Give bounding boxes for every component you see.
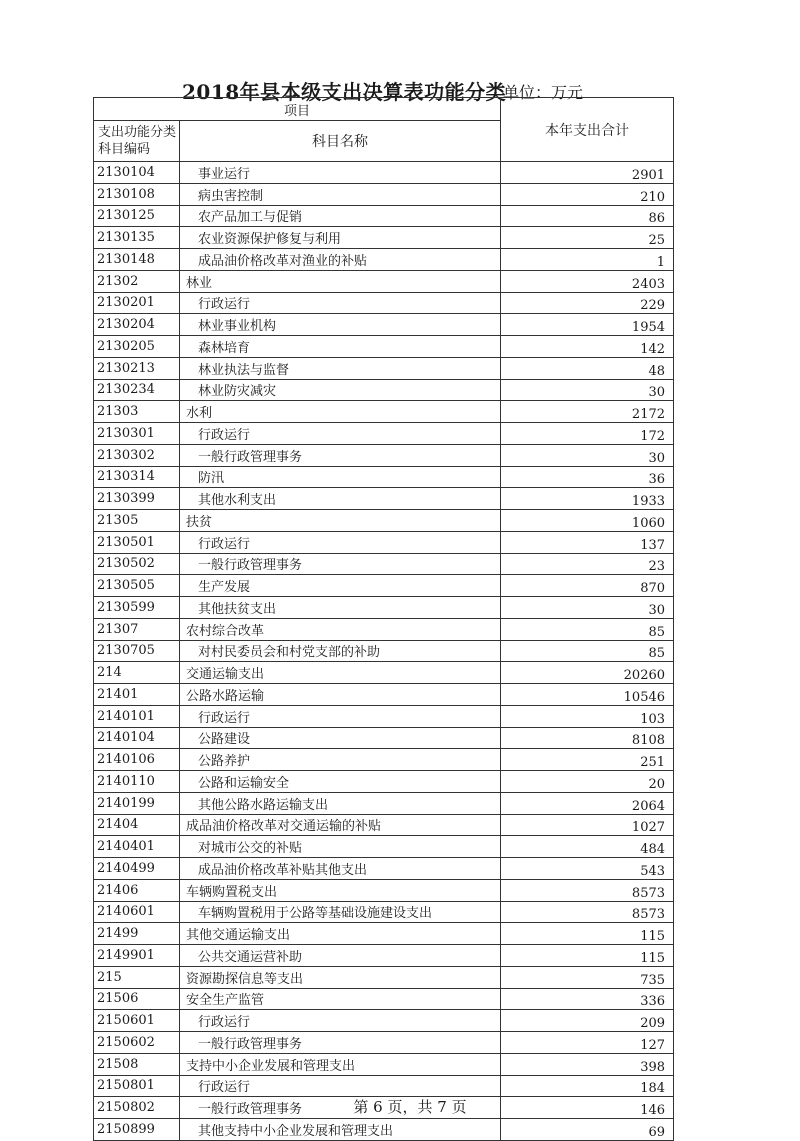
table-row [94, 423, 674, 445]
row-name: 水利 [180, 401, 501, 423]
table-row [94, 792, 674, 814]
table-row [94, 923, 674, 945]
row-name: 公路建设 [180, 727, 501, 749]
row-name: 一般行政管理事务 [180, 444, 501, 466]
table-row [94, 314, 674, 336]
row-code: 2149901 [94, 945, 180, 967]
table-row [94, 1119, 674, 1141]
row-code: 2130108 [94, 183, 180, 205]
row-name: 安全生产监管 [180, 988, 501, 1010]
row-name: 公路养护 [180, 749, 501, 771]
table-row [94, 858, 674, 880]
row-value: 36 [501, 466, 674, 488]
row-code: 21404 [94, 814, 180, 836]
table-row [94, 205, 674, 227]
table-row [94, 1053, 674, 1075]
table-row [94, 292, 674, 314]
row-value: 23 [501, 553, 674, 575]
row-code: 2140401 [94, 836, 180, 858]
row-name: 森林培育 [180, 336, 501, 358]
row-code: 2130399 [94, 488, 180, 510]
row-code: 2150602 [94, 1032, 180, 1054]
table-row [94, 553, 674, 575]
footer-total-pages: 共 7 页 [417, 1098, 467, 1116]
row-code: 21302 [94, 270, 180, 292]
table-row [94, 640, 674, 662]
row-value: 210 [501, 183, 674, 205]
row-name: 资源勘探信息等支出 [180, 966, 501, 988]
row-name: 农业资源保护修复与利用 [180, 227, 501, 249]
row-name: 支持中小企业发展和管理支出 [180, 1053, 501, 1075]
row-name: 其他公路水路运输支出 [180, 792, 501, 814]
row-name: 防汛 [180, 466, 501, 488]
table-row [94, 1075, 674, 1097]
row-name: 其他扶贫支出 [180, 597, 501, 619]
row-name: 一般行政管理事务 [180, 1032, 501, 1054]
row-value: 30 [501, 379, 674, 401]
row-code: 2130705 [94, 640, 180, 662]
header-code: 支出功能分类科目编码 [94, 121, 180, 162]
header-item: 项目 [94, 98, 501, 121]
table-row [94, 183, 674, 205]
row-value: 30 [501, 444, 674, 466]
row-name: 生产发展 [180, 575, 501, 597]
table-row [94, 662, 674, 684]
row-value: 137 [501, 531, 674, 553]
row-code: 2130135 [94, 227, 180, 249]
expenditure-table-wrapper [93, 97, 673, 1141]
row-value: 172 [501, 423, 674, 445]
row-code: 2130104 [94, 162, 180, 184]
table-row [94, 1032, 674, 1054]
row-code: 2140104 [94, 727, 180, 749]
row-name: 车辆购置税支出 [180, 879, 501, 901]
row-value: 336 [501, 988, 674, 1010]
row-value: 8108 [501, 727, 674, 749]
row-name: 事业运行 [180, 162, 501, 184]
row-name: 其他交通运输支出 [180, 923, 501, 945]
row-code: 2150601 [94, 1010, 180, 1032]
row-code: 2130301 [94, 423, 180, 445]
table-row [94, 684, 674, 706]
row-code: 214 [94, 662, 180, 684]
row-code: 21401 [94, 684, 180, 706]
row-code: 2130234 [94, 379, 180, 401]
row-code: 2130501 [94, 531, 180, 553]
expenditure-table [93, 97, 674, 1141]
row-code: 2130205 [94, 336, 180, 358]
row-code: 2130502 [94, 553, 180, 575]
table-row [94, 814, 674, 836]
row-name: 成品油价格改革对交通运输的补贴 [180, 814, 501, 836]
row-name: 一般行政管理事务 [180, 1097, 501, 1119]
row-value: 2172 [501, 401, 674, 423]
row-value: 735 [501, 966, 674, 988]
row-code: 21406 [94, 879, 180, 901]
row-value: 8573 [501, 901, 674, 923]
row-value: 48 [501, 357, 674, 379]
row-name: 行政运行 [180, 423, 501, 445]
row-name: 行政运行 [180, 705, 501, 727]
unit-label: 单位：万元 [503, 83, 584, 102]
row-name: 扶贫 [180, 510, 501, 532]
row-value: 115 [501, 945, 674, 967]
table-row [94, 771, 674, 793]
row-value: 25 [501, 227, 674, 249]
row-value: 142 [501, 336, 674, 358]
row-value: 1933 [501, 488, 674, 510]
row-code: 2130204 [94, 314, 180, 336]
table-row [94, 510, 674, 532]
row-name: 林业防灾减灾 [180, 379, 501, 401]
page-footer [0, 1096, 800, 1117]
table-row [94, 879, 674, 901]
table-row [94, 705, 674, 727]
row-value: 2064 [501, 792, 674, 814]
table-row [94, 1010, 674, 1032]
row-code: 2150802 [94, 1097, 180, 1119]
row-name: 交通运输支出 [180, 662, 501, 684]
row-name: 行政运行 [180, 292, 501, 314]
footer-page-number: 第 6 页 [353, 1098, 403, 1116]
row-name: 行政运行 [180, 531, 501, 553]
table-row [94, 531, 674, 553]
row-code: 2130125 [94, 205, 180, 227]
row-code: 21508 [94, 1053, 180, 1075]
header-total: 本年支出合计 [501, 98, 674, 162]
row-code: 2140101 [94, 705, 180, 727]
row-name: 公路和运输安全 [180, 771, 501, 793]
table-row [94, 249, 674, 271]
row-code: 2150801 [94, 1075, 180, 1097]
document-title: 2018年县本级支出决算表功能分类 [182, 80, 507, 104]
table-row [94, 597, 674, 619]
row-value: 398 [501, 1053, 674, 1075]
table-row [94, 901, 674, 923]
row-name: 对城市公交的补贴 [180, 836, 501, 858]
row-value: 10546 [501, 684, 674, 706]
table-row [94, 357, 674, 379]
row-name: 林业执法与监督 [180, 357, 501, 379]
row-value: 115 [501, 923, 674, 945]
row-code: 2130213 [94, 357, 180, 379]
row-code: 2130302 [94, 444, 180, 466]
table-row [94, 401, 674, 423]
row-name: 林业事业机构 [180, 314, 501, 336]
row-name: 车辆购置税用于公路等基础设施建设支出 [180, 901, 501, 923]
row-value: 146 [501, 1097, 674, 1119]
row-value: 127 [501, 1032, 674, 1054]
row-value: 85 [501, 640, 674, 662]
row-name: 林业 [180, 270, 501, 292]
row-name: 其他水利支出 [180, 488, 501, 510]
row-value: 1954 [501, 314, 674, 336]
row-name: 对村民委员会和村党支部的补助 [180, 640, 501, 662]
row-value: 184 [501, 1075, 674, 1097]
row-value: 1 [501, 249, 674, 271]
row-code: 2130599 [94, 597, 180, 619]
row-value: 543 [501, 858, 674, 880]
row-value: 209 [501, 1010, 674, 1032]
table-row [94, 488, 674, 510]
table-row [94, 945, 674, 967]
row-name: 一般行政管理事务 [180, 553, 501, 575]
row-code: 2130505 [94, 575, 180, 597]
row-value: 229 [501, 292, 674, 314]
row-name: 成品油价格改革对渔业的补贴 [180, 249, 501, 271]
row-code: 2140110 [94, 771, 180, 793]
row-code: 2140601 [94, 901, 180, 923]
row-value: 30 [501, 597, 674, 619]
row-code: 2150899 [94, 1119, 180, 1141]
row-code: 2140106 [94, 749, 180, 771]
table-row [94, 270, 674, 292]
row-code: 21506 [94, 988, 180, 1010]
row-code: 21307 [94, 618, 180, 640]
row-value: 484 [501, 836, 674, 858]
row-name: 行政运行 [180, 1075, 501, 1097]
row-value: 2403 [501, 270, 674, 292]
table-row [94, 379, 674, 401]
row-code: 2130148 [94, 249, 180, 271]
table-row [94, 466, 674, 488]
row-name: 行政运行 [180, 1010, 501, 1032]
table-row [94, 836, 674, 858]
row-value: 2901 [501, 162, 674, 184]
row-code: 21303 [94, 401, 180, 423]
row-value: 251 [501, 749, 674, 771]
row-name: 农产品加工与促销 [180, 205, 501, 227]
row-value: 20260 [501, 662, 674, 684]
row-value: 1027 [501, 814, 674, 836]
table-row [94, 444, 674, 466]
row-value: 69 [501, 1119, 674, 1141]
table-row [94, 966, 674, 988]
table-row [94, 336, 674, 358]
table-row [94, 988, 674, 1010]
row-code: 2130201 [94, 292, 180, 314]
row-value: 86 [501, 205, 674, 227]
row-value: 85 [501, 618, 674, 640]
row-value: 1060 [501, 510, 674, 532]
table-row [94, 727, 674, 749]
row-value: 20 [501, 771, 674, 793]
row-code: 21305 [94, 510, 180, 532]
row-code: 2140499 [94, 858, 180, 880]
row-value: 8573 [501, 879, 674, 901]
table-row [94, 227, 674, 249]
row-name: 公共交通运营补助 [180, 945, 501, 967]
footer-separator: ， [402, 1098, 418, 1116]
row-name: 成品油价格改革补贴其他支出 [180, 858, 501, 880]
row-code: 21499 [94, 923, 180, 945]
table-row [94, 749, 674, 771]
row-name: 农村综合改革 [180, 618, 501, 640]
table-body [94, 162, 674, 1141]
row-code: 2130314 [94, 466, 180, 488]
header-name: 科目名称 [180, 121, 501, 162]
table-row [94, 575, 674, 597]
row-value: 103 [501, 705, 674, 727]
row-name: 病虫害控制 [180, 183, 501, 205]
table-row [94, 162, 674, 184]
row-code: 2140199 [94, 792, 180, 814]
row-value: 870 [501, 575, 674, 597]
row-name: 其他支持中小企业发展和管理支出 [180, 1119, 501, 1141]
table-row [94, 618, 674, 640]
row-code: 215 [94, 966, 180, 988]
row-name: 公路水路运输 [180, 684, 501, 706]
